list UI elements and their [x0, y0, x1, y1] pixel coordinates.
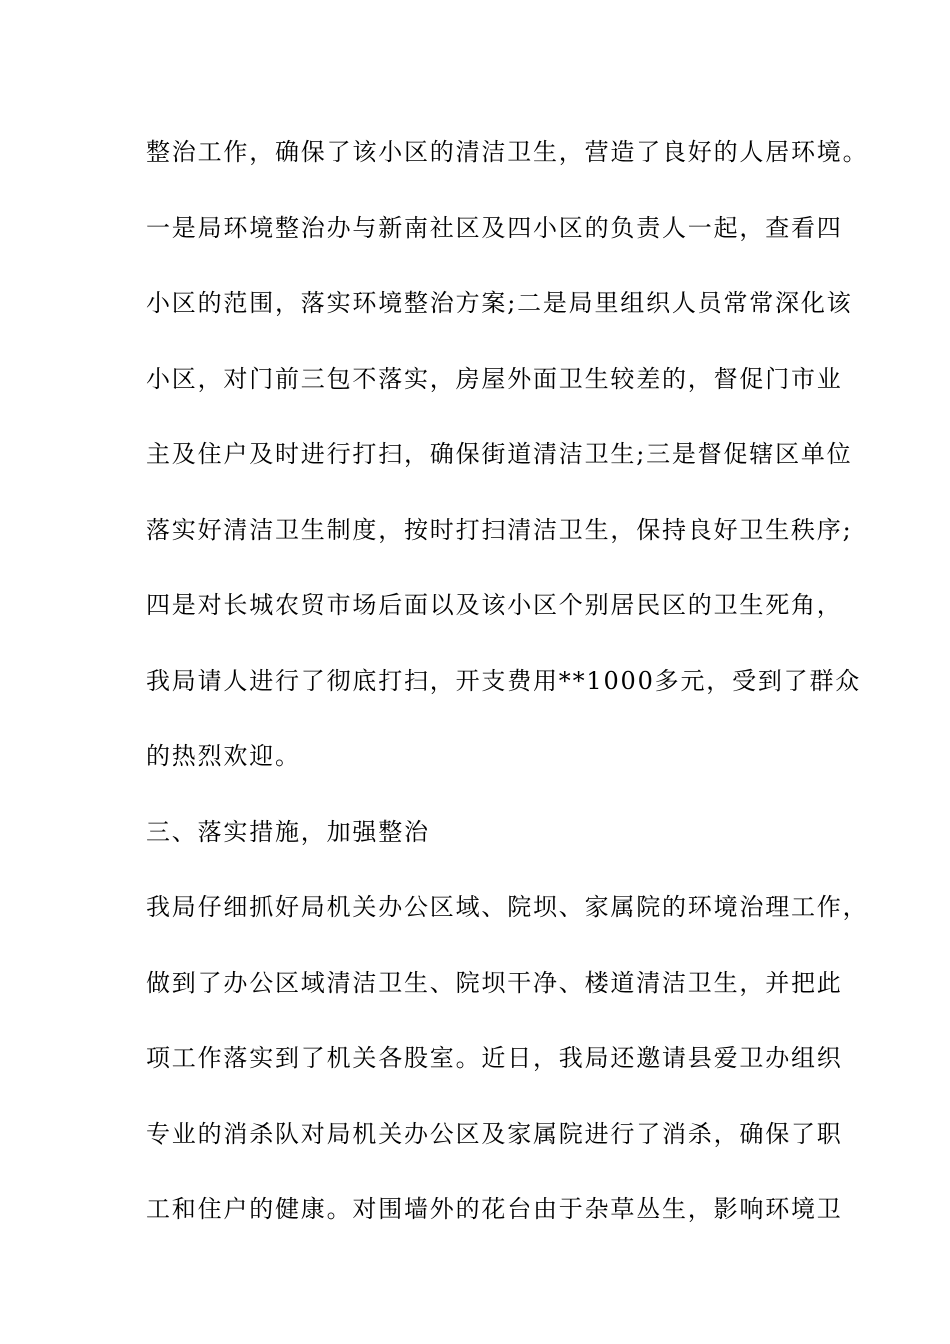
text-line: 小区的范围，落实环境整治方案;二是局里组织人员常常深化该	[146, 289, 853, 317]
text-line: 我局请人进行了彻底打扫，开支费用**1000多元，受到了群众	[146, 666, 862, 695]
text-line: 四是对长城农贸市场后面以及该小区个别居民区的卫生死角，	[146, 591, 843, 619]
text-line: 我局仔细抓好局机关办公区域、院坝、家属院的环境治理工作，	[146, 893, 869, 921]
text-line: 整治工作，确保了该小区的清洁卫生，营造了良好的人居环境。	[146, 138, 869, 166]
text-line: 落实好清洁卫生制度，按时打扫清洁卫生，保持良好卫生秩序;	[146, 515, 853, 544]
body-text	[146, 128, 869, 1261]
text-line: 的热烈欢迎。	[146, 742, 301, 770]
text-line: 专业的消杀队对局机关办公区及家属院进行了消杀，确保了职	[146, 1119, 843, 1148]
text-line: 一是局环境整治办与新南社区及四小区的负责人一起，查看四	[146, 213, 843, 242]
text-line: 主及住户及时进行打扫，确保街道清洁卫生;三是督促辖区单位	[146, 440, 853, 468]
text-line: 做到了办公区域清洁卫生、院坝干净、楼道清洁卫生，并把此	[146, 968, 843, 997]
text-line: 工和住户的健康。对围墙外的花台由于杂草丛生，影响环境卫	[146, 1195, 843, 1223]
section-heading: 三、落实措施，加强整治	[146, 817, 430, 846]
text-line: 小区，对门前三包不落实，房屋外面卫生较差的，督促门市业	[146, 364, 843, 393]
text-line: 项工作落实到了机关各股室。近日，我局还邀请县爱卫办组织	[146, 1044, 843, 1072]
